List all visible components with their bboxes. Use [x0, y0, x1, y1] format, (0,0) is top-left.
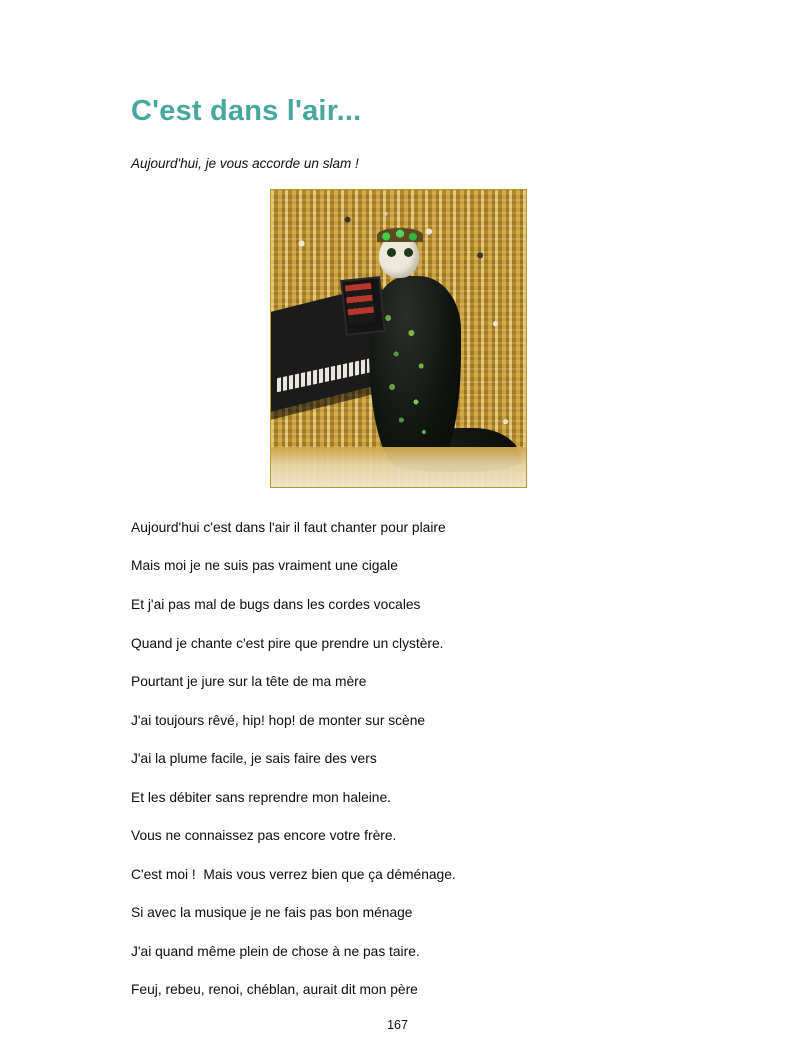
poem-body [131, 520, 666, 999]
poem-line: J'ai toujours rêvé, hip! hop! de monter sur scène [131, 712, 426, 728]
figure-eye-left [387, 248, 396, 257]
poem-line: Pourtant je jure sur la tête de ma mère [131, 674, 367, 690]
page-title: C'est dans l'air... [131, 95, 362, 127]
poem-line: Aujourd'hui c'est dans l'air il faut chanter pour plaire [131, 519, 446, 535]
poem-line: J'ai quand même plein de chose à ne pas taire. [131, 943, 420, 959]
poem-line: Et j'ai pas mal de bugs dans les cordes vocales [131, 596, 421, 612]
poem-line: C'est moi ! Mais vous verrez bien que ça déménage. [131, 866, 456, 882]
page-content [131, 96, 666, 1021]
page-number: 167 [387, 1018, 408, 1032]
held-book-pages [345, 283, 375, 325]
figure-eye-right [404, 248, 413, 257]
poem-line: Si avec la musique je ne fais pas bon ménage [131, 905, 413, 921]
mosaic-artwork-image [270, 189, 527, 488]
figure-hair [377, 228, 423, 242]
poem-line: Mais moi je ne suis pas vraiment une cigale [131, 558, 398, 574]
poem-line: J'ai la plume facile, je sais faire des vers [131, 751, 377, 767]
mosaic-floor [271, 447, 526, 487]
poem-line: Quand je chante c'est pire que prendre un clystère. [131, 635, 444, 651]
subtitle: Aujourd'hui, je vous accorde un slam ! [131, 155, 359, 171]
poem-line: Vous ne connaissez pas encore votre frère. [131, 828, 397, 844]
poem-line: Et les débiter sans reprendre mon haleine. [131, 789, 391, 805]
poem-line: Feuj, rebeu, renoi, chéblan, aurait dit mon père [131, 982, 418, 998]
